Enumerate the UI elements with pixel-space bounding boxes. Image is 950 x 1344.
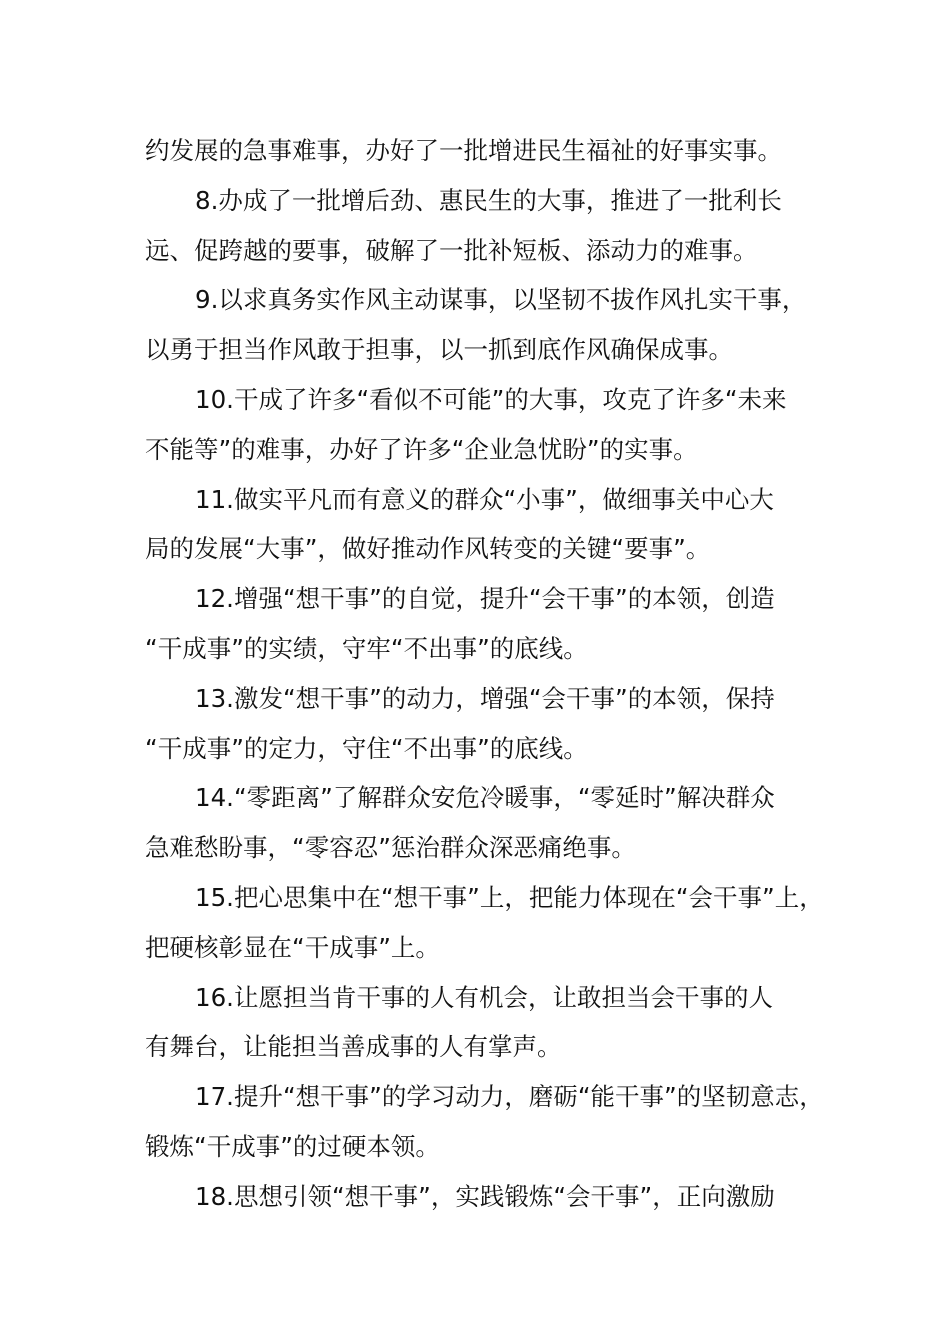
paragraph-first-line: 10.干成了许多“看似不可能”的大事，攻克了许多“未来 bbox=[195, 384, 787, 414]
paragraph-first-line: 13.激发“想干事”的动力，增强“会干事”的本领，保持 bbox=[195, 683, 775, 713]
paragraph-line: 以勇于担当作风敢于担事，以一抓到底作风确保成事。 bbox=[145, 335, 733, 365]
paragraph-first-line: 18.思想引领“想干事”，实践锻炼“会干事”，正向激励 bbox=[195, 1181, 775, 1211]
paragraph-line: 局的发展“大事”，做好推动作风转变的关键“要事”。 bbox=[145, 534, 711, 564]
paragraph-line: “干成事”的定力，守住“不出事”的底线。 bbox=[145, 733, 588, 763]
paragraph-line: 锻炼“干成事”的过硬本领。 bbox=[145, 1131, 440, 1161]
paragraph-first-line: 14.“零距离”了解群众安危冷暖事，“零延时”解决群众 bbox=[195, 783, 775, 813]
paragraph-first-line: 15.把心思集中在“想干事”上，把能力体现在“会干事”上， bbox=[195, 882, 824, 912]
paragraph-line: 有舞台，让能担当善成事的人有掌声。 bbox=[145, 1032, 562, 1062]
paragraph-line: “干成事”的实绩，守牢“不出事”的底线。 bbox=[145, 633, 588, 663]
paragraph-first-line: 12.增强“想干事”的自觉，提升“会干事”的本领，创造 bbox=[195, 584, 775, 614]
paragraph-first-line: 9.以求真务实作风主动谋事，以坚韧不拔作风扎实干事， bbox=[195, 285, 807, 315]
paragraph-line: 约发展的急事难事，办好了一批增进民生福祉的好事实事。 bbox=[145, 136, 782, 165]
body-text bbox=[145, 126, 845, 1222]
paragraph-first-line: 11.做实平凡而有意义的群众“小事”，做细事关中心大 bbox=[195, 484, 774, 514]
paragraph-first-line: 8.办成了一批增后劲、惠民生的大事，推进了一批利长 bbox=[195, 185, 782, 215]
paragraph-line: 不能等”的难事，办好了许多“企业急忧盼”的实事。 bbox=[145, 434, 698, 464]
paragraph-line: 远、促跨越的要事，破解了一批补短板、添动力的难事。 bbox=[145, 235, 758, 265]
paragraph-first-line: 17.提升“想干事”的学习动力，磨砺“能干事”的坚韧意志， bbox=[195, 1082, 824, 1112]
paragraph-first-line: 16.让愿担当肯干事的人有机会，让敢担当会干事的人 bbox=[195, 982, 773, 1012]
paragraph-line: 急难愁盼事，“零容忍”惩治群众深恶痛绝事。 bbox=[145, 833, 636, 863]
paragraph-line: 把硬核彰显在“干成事”上。 bbox=[145, 932, 440, 962]
